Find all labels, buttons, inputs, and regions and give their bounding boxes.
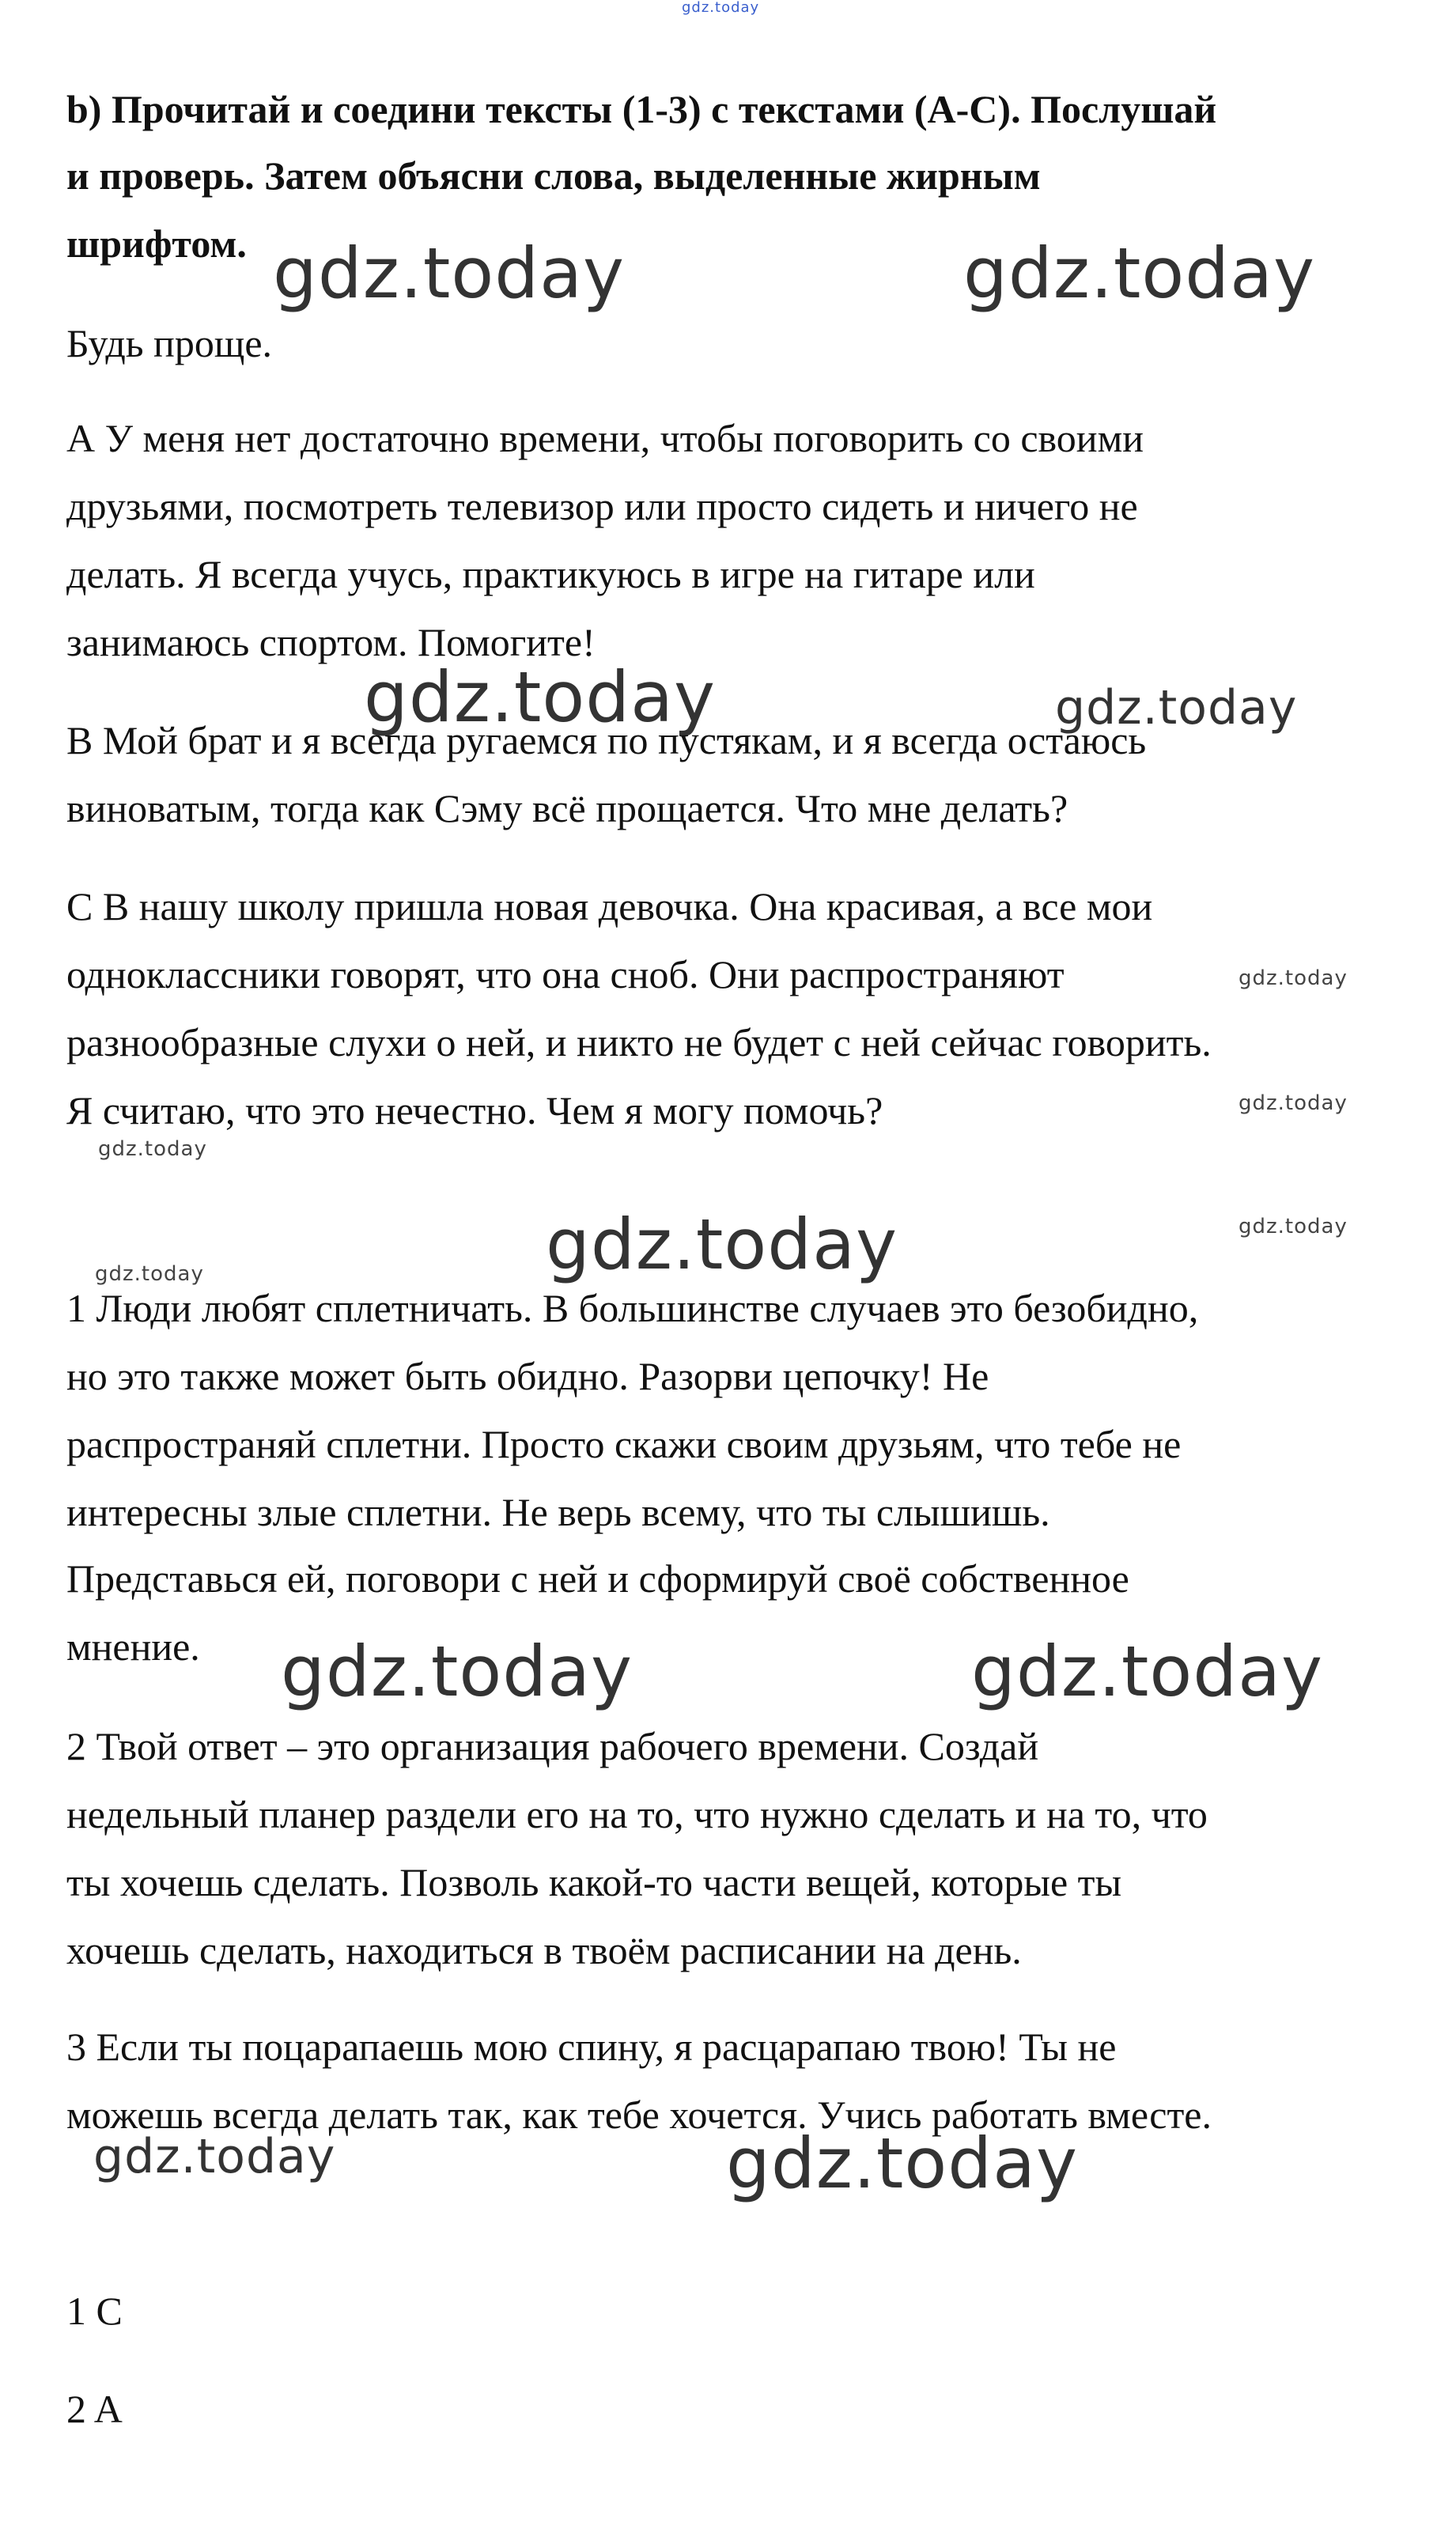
exercise-heading-line-2: и проверь. Затем объясни слова, выделенные жирным: [66, 153, 1041, 198]
reply-2-line-2: недельный планер раздели его на то, что нужно сделать и на то, что: [66, 1792, 1208, 1836]
reply-2-line-4: хочешь сделать, находиться в твоём расписании на день.: [66, 1928, 1022, 1972]
exercise-heading-line-1: b) Прочитай и соедини тексты (1-3) с текстами (A-C). Послушай: [66, 87, 1217, 131]
reply-2-line-1: 2 Твой ответ – это организация рабочего времени. Создай: [66, 1724, 1039, 1768]
letter-a-line-3: делать. Я всегда учусь, практикуюсь в игре на гитаре или: [66, 552, 1035, 596]
watermark: gdz.today: [546, 1204, 898, 1285]
letter-c-line-2: одноклассники говорят, что она сноб. Они распространяют: [66, 952, 1065, 996]
reply-1-line-6: мнение.: [66, 1624, 200, 1669]
watermark: gdz.today: [726, 2123, 1079, 2204]
reply-1-line-2: но это также может быть обидно. Разорви цепочку! Не: [66, 1354, 989, 1398]
answer-1: 1 C: [66, 2289, 123, 2333]
reply-1-line-4: интересны злые сплетни. Не верь всему, что ты слышишь.: [66, 1490, 1050, 1534]
watermark: gdz.today: [963, 233, 1316, 314]
answer-2: 2 A: [66, 2387, 123, 2431]
reply-1-line-1: 1 Люди любят сплетничать. В большинстве случаев это безобидно,: [66, 1286, 1199, 1330]
letter-c-line-1: С В нашу школу пришла новая девочка. Она красивая, а все мои: [66, 884, 1153, 928]
reply-1-line-3: распространяй сплетни. Просто скажи своим друзьям, что тебе не: [66, 1422, 1182, 1466]
letter-a-line-1: А У меня нет достаточно времени, чтобы поговорить со своими: [66, 416, 1144, 460]
letter-b-line-2: виноватым, тогда как Сэму всё прощается. Что мне делать?: [66, 786, 1068, 830]
watermark: gdz.today: [1239, 1215, 1348, 1238]
reply-3-line-1: 3 Если ты поцарапаешь мою спину, я расцарапаю твою! Ты не: [66, 2025, 1117, 2069]
letter-a-line-4: занимаюсь спортом. Помогите!: [66, 620, 596, 664]
watermark: gdz.today: [1239, 966, 1348, 990]
text-title: Будь проще.: [66, 321, 273, 365]
letter-a-line-2: друзьями, посмотреть телевизор или просто сидеть и ничего не: [66, 484, 1138, 528]
reply-1-line-5: Представься ей, поговори с ней и сформируй своё собственное: [66, 1556, 1129, 1601]
reply-2-line-3: ты хочешь сделать. Позволь какой-то части вещей, которые ты: [66, 1860, 1122, 1904]
watermark: gdz.today: [93, 2129, 336, 2184]
watermark-top: gdz.today: [682, 0, 760, 16]
watermark: gdz.today: [281, 1631, 633, 1712]
letter-b-line-1: В Мой брат и я всегда ругаемся по пустякам, и я всегда остаюсь: [66, 718, 1147, 762]
letter-c-line-4: Я считаю, что это нечестно. Чем я могу помочь?: [66, 1088, 883, 1132]
letter-c-line-3: разнообразные слухи о ней, и никто не будет с ней сейчас говорить.: [66, 1020, 1212, 1064]
reply-3-line-2: можешь всегда делать так, как тебе хочется. Учись работать вместе.: [66, 2093, 1212, 2137]
watermark: gdz.today: [1055, 680, 1298, 735]
watermark: gdz.today: [364, 656, 717, 738]
watermark: gdz.today: [98, 1137, 207, 1161]
watermark: gdz.today: [971, 1631, 1324, 1712]
watermark: gdz.today: [1239, 1091, 1348, 1115]
watermark: gdz.today: [273, 233, 626, 314]
watermark: gdz.today: [95, 1262, 204, 1286]
exercise-heading-line-3: шрифтом.: [66, 221, 247, 266]
